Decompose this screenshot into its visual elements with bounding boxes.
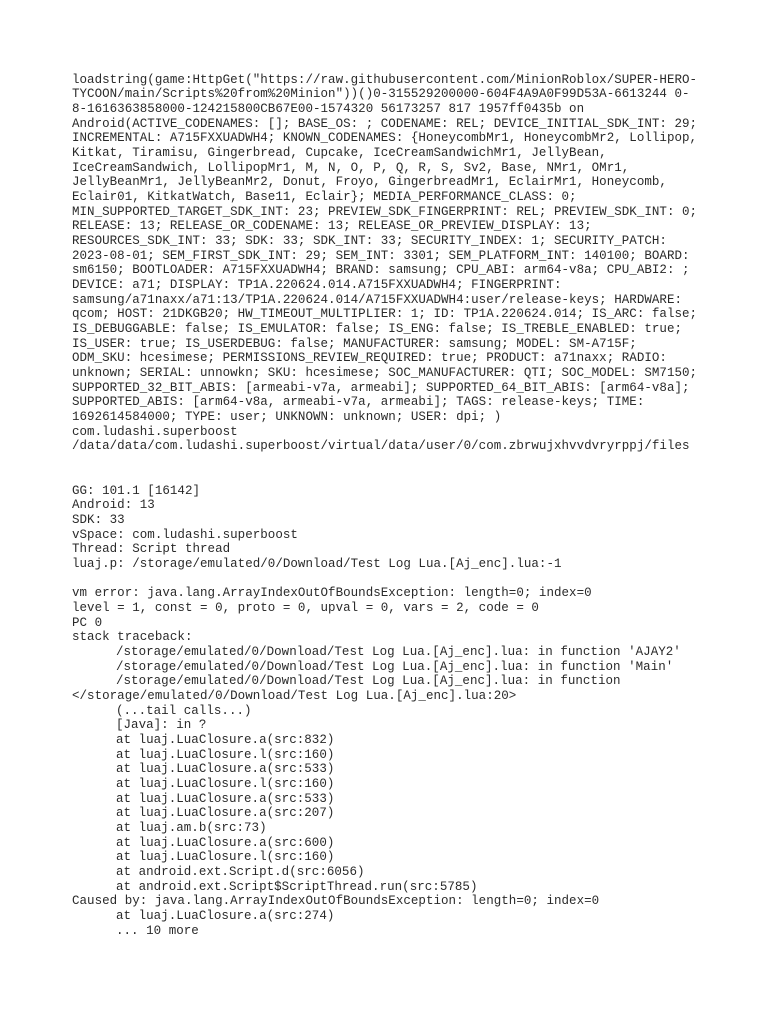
log-line: /storage/emulated/0/Download/Test Log Lua.[Aj_enc].lua: in function 'AJAY2': [116, 644, 681, 659]
log-line: unknown; SERIAL: unnowkn; SKU: hcesimese; SOC_MANUFACTURER: QTI; SOC_MODEL: SM7150;: [72, 366, 698, 381]
log-line: RESOURCES_SDK_INT: 33; SDK: 33; SDK_INT: 33; SECURITY_INDEX: 1; SECURITY_PATCH:: [72, 234, 667, 249]
log-line: INCREMENTAL: A715FXXUADWH4; KNOWN_CODENAMES: {HoneycombMr1, HoneycombMr2, Lollipop,: [72, 131, 698, 146]
log-line: samsung/a71naxx/a71:13/TP1A.220624.014/A715FXXUADWH4:user/release-keys; HARDWARE:: [72, 292, 683, 307]
log-line: at luaj.LuaClosure.a(src:207): [116, 806, 335, 821]
log-line: GG: 101.1 [16142]: [72, 483, 201, 498]
log-line: RELEASE: 13; RELEASE_OR_CODENAME: 13; RELEASE_OR_PREVIEW_DISPLAY: 13;: [72, 219, 592, 234]
log-line: Kitkat, Tiramisu, Gingerbread, Cupcake, IceCreamSandwichMr1, JellyBean,: [72, 146, 607, 161]
log-line: com.ludashi.superboost: [72, 424, 238, 439]
log-line: /data/data/com.ludashi.superboost/virtual/data/user/0/com.zbrwujxhvvdvryrppj/files: [72, 439, 690, 454]
log-line: Eclair01, KitkatWatch, Base11, Eclair}; MEDIA_PERFORMANCE_CLASS: 0;: [72, 190, 577, 205]
log-line: IS_DEBUGGABLE: false; IS_EMULATOR: false; IS_ENG: false; IS_TREBLE_ENABLED: true;: [72, 322, 683, 337]
blank-line: [72, 454, 697, 469]
log-line: at luaj.LuaClosure.a(src:600): [116, 835, 335, 850]
log-line: at luaj.LuaClosure.a(src:832): [116, 732, 335, 747]
log-line: sm6150; BOOTLOADER: A715FXXUADWH4; BRAND: samsung; CPU_ABI: arm64-v8a; CPU_ABI2: ;: [72, 263, 690, 278]
log-line: (...tail calls...): [116, 703, 252, 718]
log-line: 2023-08-01; SEM_FIRST_SDK_INT: 29; SEM_INT: 3301; SEM_PLATFORM_INT: 140100; BOARD:: [72, 248, 690, 263]
log-line: Thread: Script thread: [72, 542, 231, 557]
log-line: PC 0: [72, 615, 103, 630]
blank-line: [72, 572, 697, 587]
log-line: JellyBeanMr1, JellyBeanMr2, Donut, Froyo, GingerbreadMr1, EclairMr1, Honeycomb,: [72, 175, 667, 190]
log-line: at luaj.LuaClosure.l(src:160): [116, 776, 335, 791]
log-line: /storage/emulated/0/Download/Test Log Lua.[Aj_enc].lua: in function: [116, 674, 621, 689]
log-line: 8-1616363858000-124215800CB67E00-1574320 56173257 817 1957ff0435b on: [72, 102, 585, 117]
log-line: ODM_SKU: hcesimese; PERMISSIONS_REVIEW_REQUIRED: true; PRODUCT: a71naxx; RADIO:: [72, 351, 667, 366]
log-line: Caused by: java.lang.ArrayIndexOutOfBoundsException: length=0; index=0: [72, 894, 600, 909]
log-line: IceCreamSandwich, LollipopMr1, M, N, O, P, Q, R, S, Sv2, Base, NMr1, OMr1,: [72, 160, 630, 175]
log-line: MIN_SUPPORTED_TARGET_SDK_INT: 23; PREVIEW_SDK_FINGERPRINT: REL; PREVIEW_SDK_INT: 0;: [72, 204, 698, 219]
log-line: vSpace: com.ludashi.superboost: [72, 527, 298, 542]
log-line: at luaj.am.b(src:73): [116, 820, 267, 835]
log-line: at luaj.LuaClosure.a(src:274): [116, 908, 335, 923]
log-line: SUPPORTED_ABIS: [arm64-v8a, armeabi-v7a, armeabi]; TAGS: release-keys; TIME:: [72, 395, 645, 410]
log-line: at luaj.LuaClosure.a(src:533): [116, 791, 335, 806]
log-line: TYCOON/main/Scripts%20from%20Minion"))()0-315529200000-604F4A9A0F99D53A-6613244 0-: [72, 87, 690, 102]
blank-line: [72, 469, 697, 484]
log-line: /storage/emulated/0/Download/Test Log Lua.[Aj_enc].lua: in function 'Main': [116, 659, 674, 674]
log-line: 1692614584000; TYPE: user; UNKNOWN: unknown; USER: dpi; ): [72, 410, 502, 425]
log-line: at luaj.LuaClosure.l(src:160): [116, 747, 335, 762]
log-line: vm error: java.lang.ArrayIndexOutOfBoundsException: length=0; index=0: [72, 586, 592, 601]
log-line: at android.ext.Script.d(src:6056): [116, 864, 365, 879]
log-line: ... 10 more: [116, 923, 199, 938]
log-line: IS_USER: true; IS_USERDEBUG: false; MANUFACTURER: samsung; MODEL: SM-A715F;: [72, 336, 637, 351]
log-document: [72, 73, 697, 939]
log-line: qcom; HOST: 21DKGB20; HW_TIMEOUT_MULTIPLIER: 1; ID: TP1A.220624.014; IS_ARC: false;: [72, 307, 698, 322]
log-line: stack traceback:: [72, 630, 193, 645]
log-line: </storage/emulated/0/Download/Test Log Lua.[Aj_enc].lua:20>: [72, 688, 517, 703]
log-line: [Java]: in ?: [116, 718, 207, 733]
log-line: level = 1, const = 0, proto = 0, upval = 0, vars = 2, code = 0: [72, 600, 539, 615]
log-line: Android(ACTIVE_CODENAMES: []; BASE_OS: ; CODENAME: REL; DEVICE_INITIAL_SDK_INT: 29;: [72, 116, 698, 131]
log-line: luaj.p: /storage/emulated/0/Download/Test Log Lua.[Aj_enc].lua:-1: [72, 556, 562, 571]
log-line: at android.ext.Script$ScriptThread.run(src:5785): [116, 879, 478, 894]
log-line: SUPPORTED_32_BIT_ABIS: [armeabi-v7a, armeabi]; SUPPORTED_64_BIT_ABIS: [arm64-v8a];: [72, 380, 690, 395]
log-line: DEVICE: a71; DISPLAY: TP1A.220624.014.A715FXXUADWH4; FINGERPRINT:: [72, 278, 562, 293]
log-line: SDK: 33: [72, 512, 125, 527]
log-line: Android: 13: [72, 498, 155, 513]
log-line: at luaj.LuaClosure.a(src:533): [116, 762, 335, 777]
log-line: loadstring(game:HttpGet("https://raw.githubusercontent.com/MinionRoblox/SUPER-HERO-: [72, 72, 698, 87]
log-line: at luaj.LuaClosure.l(src:160): [116, 850, 335, 865]
